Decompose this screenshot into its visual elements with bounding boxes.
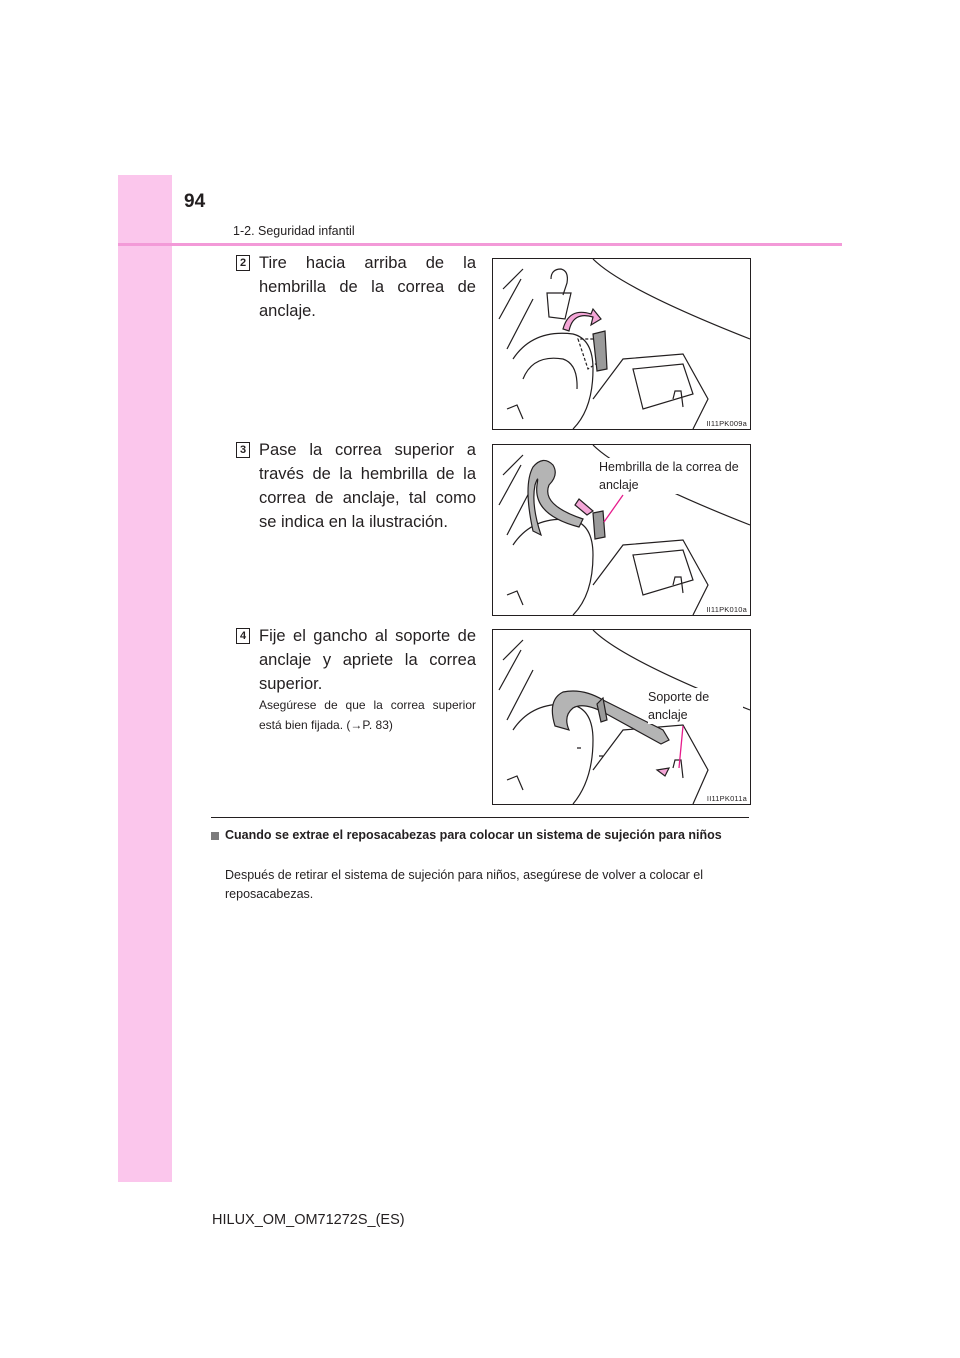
figure-code: II11PK009a <box>706 419 747 428</box>
sidebar-tab <box>118 175 172 1182</box>
illustration-step-4 <box>492 629 751 805</box>
callout-label: Soporte de anclaje <box>648 688 743 724</box>
info-heading: Cuando se extrae el reposacabezas para colocar un sistema de sujeción para niños <box>225 828 722 842</box>
step-number-badge: 4 <box>236 628 250 644</box>
section-marker <box>211 832 219 840</box>
section-divider <box>211 817 749 818</box>
step-note: Asegúrese de que la correa superior está bien fijada. (→P. 83) <box>259 698 476 732</box>
callout-label: Hembrilla de la correa de anclaje <box>599 458 749 494</box>
illustration-step-3 <box>492 444 751 616</box>
info-body: Después de retirar el sistema de sujeción para niños, asegúrese de volver a colocar el reposacabezas. <box>225 868 704 901</box>
footer-doc-code: HILUX_OM_OM71272S_(ES) <box>212 1212 405 1228</box>
header-rule <box>118 243 842 246</box>
step-instruction: Pase la correa superior a través de la hembrilla de la correa de anclaje, tal como se indica en la ilustración. <box>259 441 476 531</box>
page-number: 94 <box>184 191 206 212</box>
figure-code: II11PK011a <box>706 794 747 803</box>
step-number-badge: 2 <box>236 255 250 271</box>
illustration-step-2 <box>492 258 751 430</box>
step-instruction: Fije el gancho al soporte de anclaje y apriete la correa superior. <box>259 627 476 693</box>
step-instruction: Tire hacia arriba de la hembrilla de la correa de anclaje. <box>259 254 476 320</box>
section-title: 1-2. Seguridad infantil <box>233 224 355 238</box>
figure-code: II11PK010a <box>706 605 747 614</box>
step-number-badge: 3 <box>236 442 250 458</box>
